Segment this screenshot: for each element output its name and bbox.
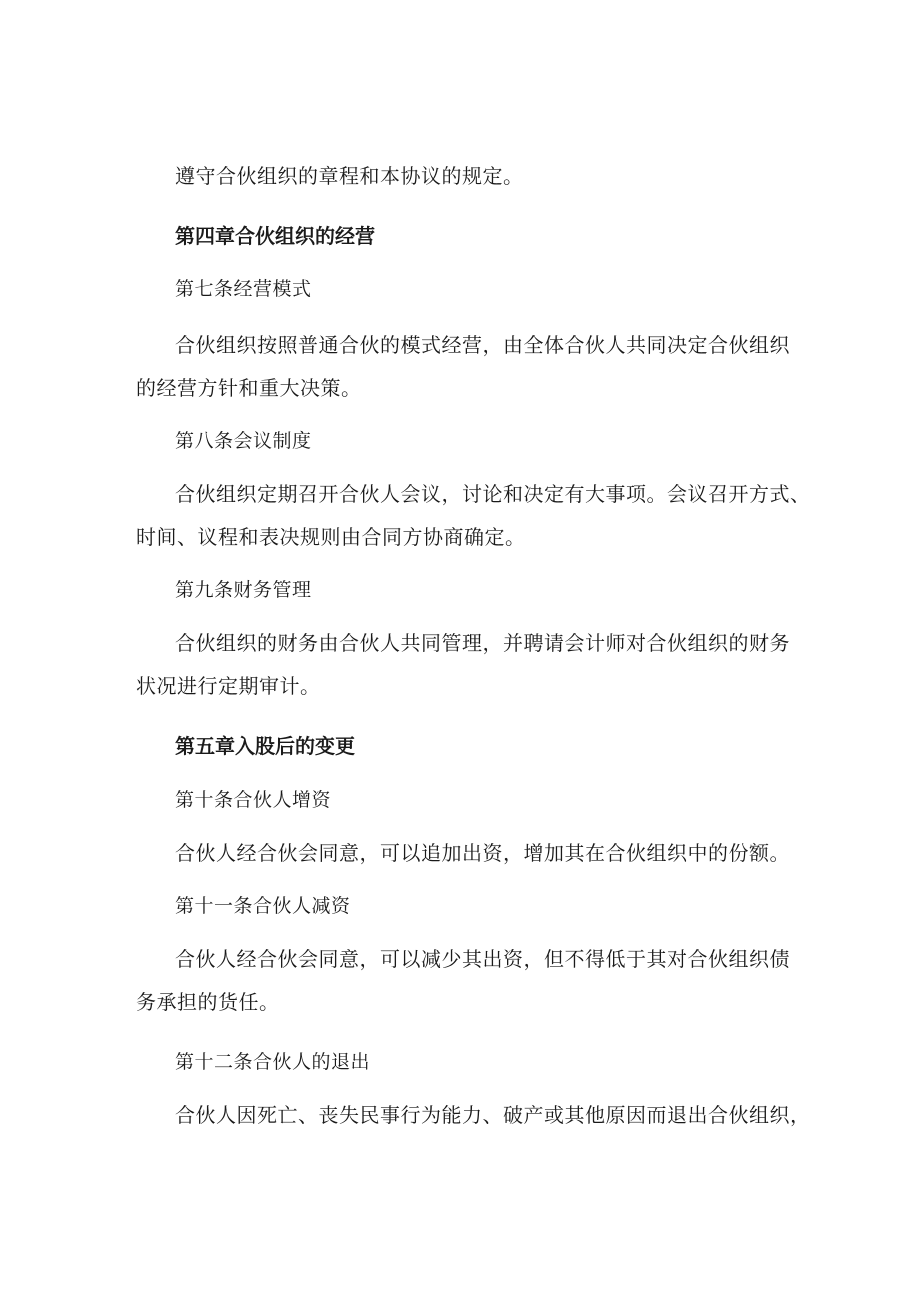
article-10-title: 第十条合伙人增资 <box>175 789 332 811</box>
article-9-text-line-1: 合伙组织的财务由合伙人共同管理，并聘请会计师对合伙组织的财务 <box>175 631 790 655</box>
article-7-title: 第七条经营模式 <box>175 278 312 300</box>
article-7-text-line-1: 合伙组织按照普通合伙的模式经营，由全体合伙人共同决定合伙组织 <box>175 333 790 357</box>
chapter-4-heading: 第四章合伙组织的经营 <box>175 224 375 248</box>
article-8-text-line-2: 时间、议程和表决规则由合同方协商确定。 <box>136 525 526 549</box>
article-11-text-line-1: 合伙人经合伙会同意，可以减少其出资，但不得低于其对合伙组织债 <box>175 947 790 971</box>
article-10-text-line-1: 合伙人经合伙会同意，可以追加出资，增加其在合伙组织中的份额。 <box>175 841 790 865</box>
article-7-text-line-2: 的经营方针和重大决策。 <box>136 376 362 400</box>
article-12-text-line-1: 合伙人因死亡、丧失民事行为能力、破产或其他原因而退出合伙组织， <box>175 1103 811 1127</box>
article-8-title: 第八条会议制度 <box>175 430 312 452</box>
chapter-5-heading: 第五章入股后的变更 <box>175 734 355 758</box>
intro-paragraph: 遵守合伙组织的章程和本协议的规定。 <box>175 164 524 188</box>
article-11-text-line-2: 务承担的货任。 <box>136 990 280 1014</box>
article-12-title: 第十二条合伙人的退出 <box>175 1051 371 1073</box>
article-11-title: 第十一条合伙人减资 <box>175 895 351 917</box>
article-8-text-line-1: 合伙组织定期召开合伙人会议，讨论和决定有大事项。会议召开方式、 <box>175 482 811 506</box>
article-9-title: 第九条财务管理 <box>175 579 312 601</box>
article-9-text-line-2: 状况进行定期审计。 <box>136 674 321 698</box>
